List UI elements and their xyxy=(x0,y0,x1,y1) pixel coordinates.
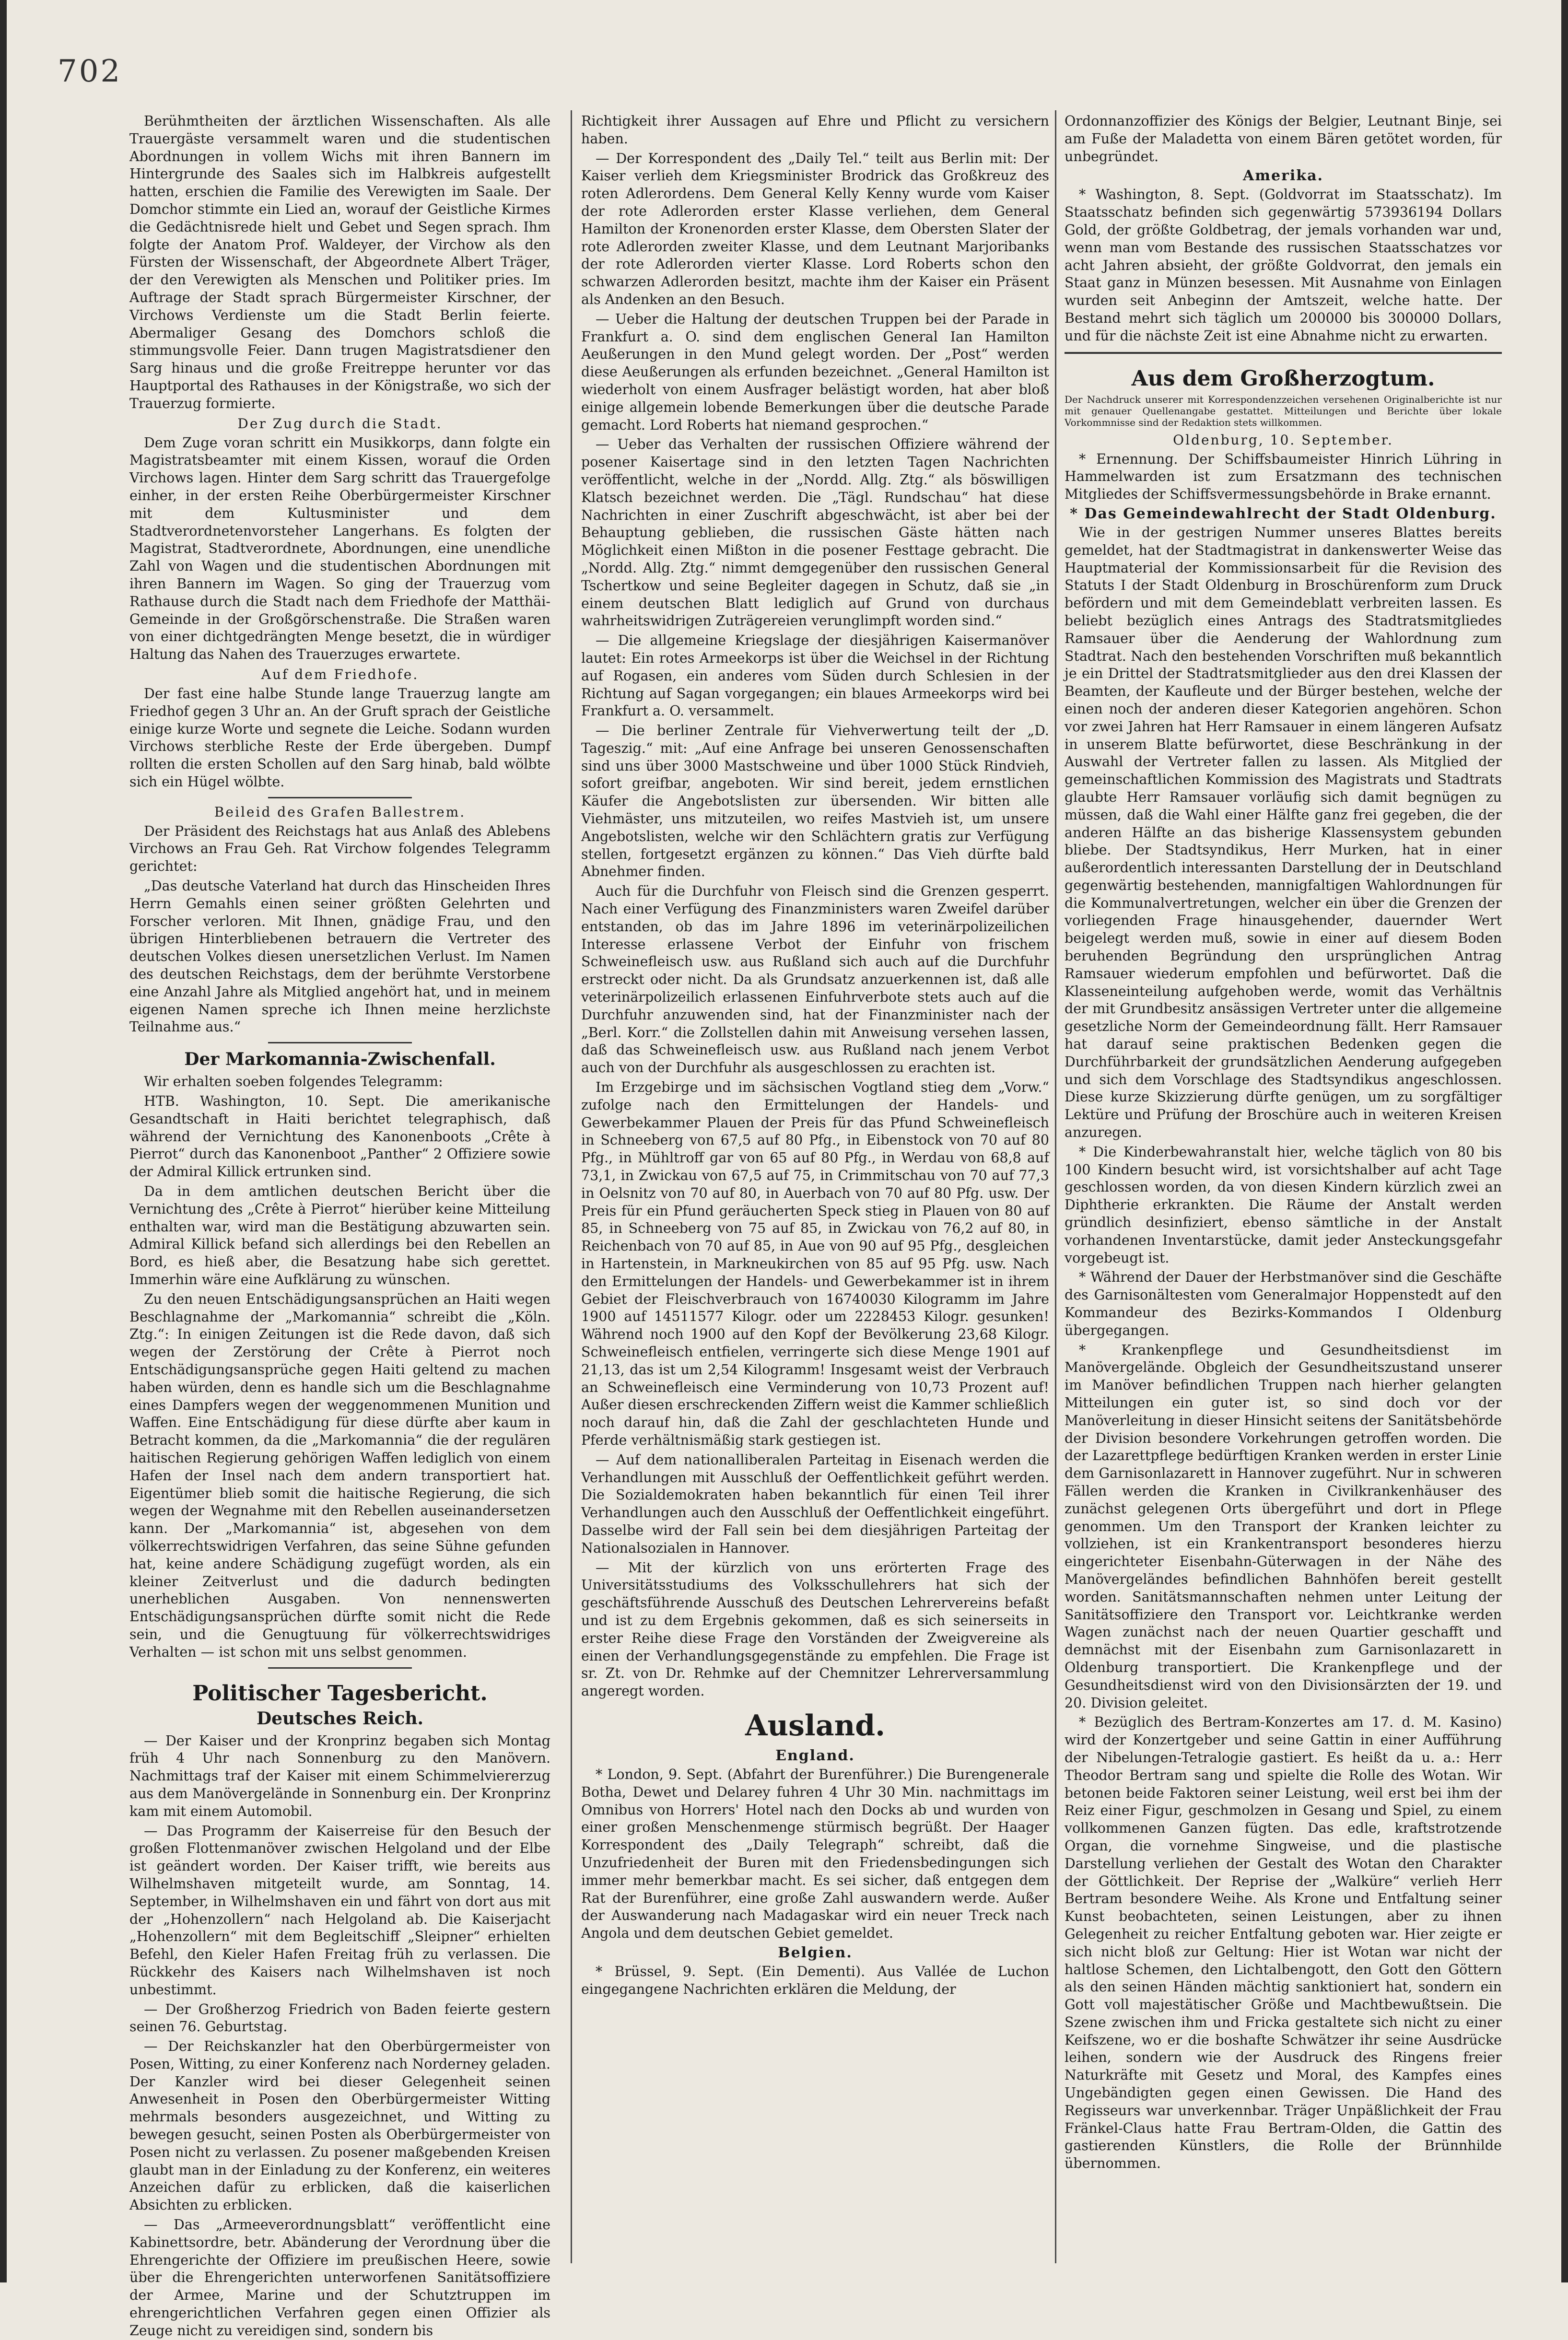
divider xyxy=(268,1042,412,1043)
scan-edge-right xyxy=(1561,0,1568,2282)
paragraph: * Krankenpflege und Gesundheitsdienst im Manövergelände. Obgleich der Gesundheitszustand unserer im Manöver befindlichen Truppen nach hierher gelangten Mitteilungen ein guter ist, so sind doch vor der Manöverleitung in dieser Hinsicht seitens der Sanitätsbehörde der Division besondere Vorkehrungen getroffen worden. Die der Lazarettpflege bedürftigen Kranken werden in erster Linie dem Garnisonlazarett in Hannover zugeführt. Nur in schweren Fällen werden die Kranken in Civilkrankenhäuser des zunächst gelegenen Orts übergeführt und dort in Pflege genommen. Um den Transport der Kranken leichter zu vollziehen, ist ein Krankentransport besonderes hierzu eingerichteter Eisenbahn-Güterwagen in der Nähe des Manövergeländes befindlichen Bahnhöfen bereit gestellt worden. Sanitätsmannschaften nehmen unter Leitung der Sanitätsoffiziere den Transport vor. Leichtkranke werden Wagen zunächst nach der neuen Quartier geschafft und demnächst mit der Eisenbahn zum Garnisonlazarett in Oldenburg transportiert. Die Krankenpflege und der Gesundheitsdienst wird von den Divisionsärzten der 19. und 20. Division geleitet. xyxy=(1065,1342,1502,1711)
region-heading: Belgien. xyxy=(778,1944,853,1961)
column-rule xyxy=(571,110,572,2263)
region-heading: * Das Gemeindewahlrecht der Stadt Oldenburg. xyxy=(1070,505,1497,522)
paragraph: — Auf dem nationalliberalen Parteitag in Eisenach werden die Verhandlungen mit Ausschluß der Oeffentlichkeit geführt werden. Die Sozialdemokraten haben bekanntlich für einen Teil ihrer Verhandlungen auch den Ausschluß der Oeffentlichkeit eingeführt. Dasselbe wird der Fall sein bei dem diesjährigen Parteitag der Nationalsozialen in Hannover. xyxy=(581,1451,1049,1556)
paragraph: Richtigkeit ihrer Aussagen auf Ehre und Pflicht zu versichern haben. xyxy=(581,113,1049,147)
divider xyxy=(268,1667,412,1669)
subheading: Beileid des Grafen Ballestrem. xyxy=(214,804,466,820)
paragraph: — Mit der kürzlich von uns erörterten Frage des Universitätsstudiums des Volksschullehrers hat sich der geschäftsführende Ausschuß des Deutschen Lehrervereins befaßt und ist zu dem Ergebnis gekommen, daß es sich seinerseits in erster Reihe diese Frage den Vorständen der Zweigvereine als einen der Verhandlungsgegenstände zu empfehlen. Die Frage ist sr. Zt. von Dr. Rehmke auf der Chemnitzer Lehrerversammlung angeregt worden. xyxy=(581,1559,1049,1699)
section-heading: Ausland. xyxy=(745,1708,886,1743)
paragraph: — Die allgemeine Kriegslage der diesjährigen Kaisermanöver lautet: Ein rotes Armeekorps ist über die Weichsel in der Richtung auf Rogasen, ein anderes vom Süden durch Schlesien in der Richtung auf Sagan vorgegangen; ein blaues Armeekorps wird bei Frankfurt a. O. versammelt. xyxy=(581,632,1049,719)
subheading: Oldenburg, 10. September. xyxy=(1173,432,1393,448)
paragraph: Dem Zuge voran schritt ein Musikkorps, dann folgte ein Magistratsbeamter mit einem Kissen, worauf die Orden Virchows lagen. Hinter dem Sarg schritt das Trauergefolge einher, in der ersten Reihe Oberbürgermeister Kirschner mit dem Kultusminister und dem Stadtverordnetenvorsteher Langerhans. Es folgten der Magistrat, Stadtverordnete, Abordnungen, eine unendliche Zahl von Wagen und die studentischen Abordnungen mit ihren Bannern im Wagen. So ging der Trauerzug vom Rathause durch die Stadt nach dem Friedhofe der Matthäi-Gemeinde in der Großgörschenstraße. Die Straßen waren von einer dichtgedrängten Menge besetzt, die in würdiger Haltung das Nahen des Trauerzuges erwartete. xyxy=(129,434,550,663)
paragraph: Auch für die Durchfuhr von Fleisch sind die Grenzen gesperrt. Nach einer Verfügung des Finanzministers waren Zweifel darüber entstanden, ob das im Jahre 1896 im veterinärpolizeilichen Interesse erlassene Verbot der Einfuhr von frischem Schweinefleisch usw. aus Rußland sich auch auf die Durchfuhr erstreckt oder nicht. Da als Grundsatz anzuerkennen ist, daß alle veterinärpolizeilich erlassenen Einfuhrverbote stets auch auf die Durchfuhr anzuwenden sind, hat der Finanzminister nach der „Berl. Korr.“ die Zollstellen dahin mit Anweisung versehen lassen, daß das Schweinefleisch usw. aus Rußland nach jenem Verbot auch von der Durchfuhr als ausgeschlossen zu erachten ist. xyxy=(581,883,1049,1076)
divider xyxy=(1065,352,1502,354)
paragraph: — Die berliner Zentrale für Viehverwertung teilt der „D. Tageszig.“ mit: „Auf eine Anfrage bei unseren Genossenschaften sind uns über 3000 Mastschweine und über 1000 Stück Rindvieh, sofort greifbar, angeboten. Wir sind bereit, jedem ernstlichen Käufer die Angebotslisten zur übersenden. Wir bitten alle Viehmäster, uns mitzuteilen, wo reifes Mastvieh ist, um unsere Angebotslisten, welche wir den Schlächtern gratis zur Verfügung stellen, fortgesetzt ergänzen zu können.“ Das Vieh dürfte bald Abnehmer finden. xyxy=(581,723,1049,880)
section-heading: Aus dem Großherzogtum. xyxy=(1131,366,1435,391)
paragraph: * Ernennung. Der Schiffsbaumeister Hinrich Lühring in Hammelwarden ist zum Ersatzmann des technischen Mitgliedes der Schiffsvermessungsbehörde in Brake ernannt. xyxy=(1065,451,1502,503)
paragraph: Zu den neuen Entschädigungsansprüchen an Haiti wegen Beschlagnahme der „Markomannia“ schreibt die „Köln. Ztg.“: In einigen Zeitungen ist die Rede davon, daß sich wegen der Zerstörung der Crête à Pierrot noch Entschädigungsansprüche gegen Haiti geltend zu machen haben würden, denn es handle sich um die Beschlagnahme eines Dampfers wegen der weggenommenen Munition und Waffen. Eine Entschädigung für diese dürfte aber kaum in Betracht kommen, da die „Markomannia“ die der regulären haitischen Regierung gehörigen Waffen lediglich von einem Hafen der Insel nach dem andern transportiert hat. Eigentümer blieb somit die haitische Regierung, die sich wegen der Wegnahme mit den Rebellen auseinandersetzen kann. Der „Markomannia“ ist, abgesehen von dem völkerrechtswidrigen Verfahren, das seine Sühne gefunden hat, keine andere Schädigung zugefügt worden, als ein kleiner Zeitverlust und die dadurch bedingten unerheblichen Ausgaben. Von nennenswerten Entschädigungsansprüchen dürfte somit nicht die Rede sein, und die Genugtuung für völkerrechtswidriges Verhalten — ist schon mit uns selbst genommen. xyxy=(129,1291,550,1660)
scan-edge-left xyxy=(0,0,7,2282)
paragraph: * London, 9. Sept. (Abfahrt der Burenführer.) Die Burengenerale Botha, Dewet und Delarey fuhren 4 Uhr 30 Min. nachmittags im Omnibus von Horrers' Hotel nach den Docks ab und wurden von einer großen Menschenmenge stürmisch begrüßt. Der Haager Korrespondent des „Daily Telegraph“ schreibt, daß die Unzufriedenheit der Buren mit den Friedensbedingungen sich immer mehr bemerkbar macht. Es sei sicher, daß entgegen dem Rat der Burenführer, eine große Zahl auswandern werde. Außer der Auswanderung nach Madagaskar wird ein neuer Treck nach Angola und dem deutschen Gebiet gemeldet. xyxy=(581,1766,1049,1942)
paragraph: Der fast eine halbe Stunde lange Trauerzug langte am Friedhof gegen 3 Uhr an. An der Gruft sprach der Geistliche einige kurze Worte und segnete die Leiche. Sodann wurden Virchows sterbliche Reste der Erde übergeben. Dumpf rollten die ersten Schollen auf den Sarg hinab, bald wölbte sich ein Hügel wölbte. xyxy=(129,685,550,790)
paragraph: * Washington, 8. Sept. (Goldvorrat im Staatsschatz). Im Staatsschatz befinden sich gegenwärtig 573936194 Dollars Gold, der größte Goldbetrag, der jemals vorhanden war und, wenn man vom Bestande des russischen Staatsschatzes vor acht Jahren absieht, der größte Goldvorrat, den jemals ein Staat ganz in Münzen besessen. Mit Ausnahme von Einlagen wurden seit Anbeginn der Amtszeit, welche hatte. Der Bestand mehrt sich täglich um 200000 bis 300000 Dollars, und für die nächste Zeit ist eine Abnahme nicht zu erwarten. xyxy=(1065,187,1502,344)
column-3 xyxy=(1065,113,1502,2263)
paragraph: Der Präsident des Reichstags hat aus Anlaß des Ablebens Virchows an Frau Geh. Rat Virchow folgendes Telegramm gerichtet: xyxy=(129,823,550,875)
paragraph: — Das Programm der Kaiserreise für den Besuch der großen Flottenmanöver zwischen Helgoland und der Elbe ist geändert worden. Der Kaiser trifft, wie bereits aus Wilhelmshaven mitgeteilt wurde, am Sonntag, 14. September, in Wilhelmshaven ein und fährt von dort aus mit der „Hohenzollern“ nach Helgoland ab. Die Kaiserjacht „Hohenzollern“ mit dem Begleitschiff „Sleipner“ erhielten Befehl, den Kieler Hafen Freitag früh zu verlassen. Die Rückkehr des Kaisers nach Wilhelmshaven ist noch unbestimmt. xyxy=(129,1823,550,1998)
paragraph: — Der Reichskanzler hat den Oberbürgermeister von Posen, Witting, zu einer Konferenz nach Norderney geladen. Der Kanzler wird bei dieser Gelegenheit seinen Anwesenheit in Posen den Oberbürgermeister Witting mehrmals besonders ausgezeichnet, und Witting zu bewegen gesucht, seinen Posten als Oberbürgermeister von Posen nicht zu verlassen. Zu posener maßgebenden Kreisen glaubt man in der Einladung zu der Konferenz, ein weiteres Anzeichen dafür zu erblicken, daß die kaiserlichen Absichten zu erblicken. xyxy=(129,2038,550,2213)
paragraph: Wir erhalten soeben folgendes Telegramm: xyxy=(144,1074,443,1090)
paragraph: * Die Kinderbewahranstalt hier, welche täglich von 80 bis 100 Kindern besucht wird, ist vorsichtshalber auf acht Tage geschlossen worden, da von diesen Kindern kürzlich zwei an Diphtherie erkrankten. Die Räume der Anstalt werden gründlich desinfiziert, ebenso sämtliche in der Anstalt vorhandenen Inventarstücke, damit jeder Ansteckungsgefahr vorgebeugt ist. xyxy=(1065,1144,1502,1266)
paragraph: — Ueber die Haltung der deutschen Truppen bei der Parade in Frankfurt a. O. sind dem englischen General Ian Hamilton Aeußerungen in den Mund gelegt worden. Der „Post“ werden diese Aeußerungen als erfunden bezeichnet. „General Hamilton ist wiederholt von einem Ausfrager belästigt worden, hat aber bloß einige allgemein lobende Bemerkungen über die deutsche Parade gemacht. Lord Roberts hat niemand gesprochen.“ xyxy=(581,311,1049,433)
region-heading: Amerika. xyxy=(1243,167,1323,185)
paragraph: — Der Großherzog Friedrich von Baden feierte gestern seinen 76. Geburtstag. xyxy=(129,2001,550,2035)
subheading: Der Zug durch die Stadt. xyxy=(237,415,443,432)
article-heading: Der Markomannia-Zwischenfall. xyxy=(184,1049,496,1070)
region-heading: England. xyxy=(775,1747,855,1764)
paragraph: — Der Kaiser und der Kronprinz begaben sich Montag früh 4 Uhr nach Sonnenburg zu den Manövern. Nachmittags traf der Kaiser mit einem Schimmelviererzug aus dem Manövergelände in Sonnenburg ein. Der Kronprinz kam mit einem Automobil. xyxy=(129,1732,550,1819)
paragraph: * Während der Dauer der Herbstmanöver sind die Geschäfte des Garnisonältesten vom Generalmajor Hoppenstedt auf den Kommandeur des Bezirks-Kommandos I Oldenburg übergegangen. xyxy=(1065,1269,1502,1338)
paragraph: * Brüssel, 9. Sept. (Ein Dementi). Aus Vallée de Luchon eingegangene Nachrichten erklären die Meldung, der xyxy=(581,1963,1049,1997)
editorial-note: Der Nachdruck unserer mit Korrespondenzzeichen versehenen Originalberichte ist nur mit genauer Quellenangabe gestattet. Mitteilungen und Berichte über lokale Vorkommnisse sind der Redaktion stets willkommen. xyxy=(1065,393,1502,428)
paragraph: Berühmtheiten der ärztlichen Wissenschaften. Als alle Trauergäste versammelt waren und die studentischen Abordnungen in vollem Wichs mit ihren Bannern im Hintergrunde des Saales sich im Halbkreis aufgestellt hatten, erschien die Familie des Verewigten im Saale. Der Domchor stimmte ein Lied an, worauf der Geistliche Kirmes die Gedächtnisrede hielt und Gebet und Segen sprach. Ihm folgte der Anatom Prof. Waldeyer, der Virchow als den Fürsten der Wissenschaft, der Abgeordnete Albert Träger, der den Verewigten als Menschen und Politiker pries. Im Auftrage der Stadt sprach Bürgermeister Kirschner, der Virchows Verdienste um die Stadt Berlin feierte. Abermaliger Gesang des Domchors schloß die stimmungsvolle Feier. Dann trugen Magistratsdiener den Sarg hinaus und die große Freitreppe herunter vor das Hauptportal des Rathauses in der Königstraße, wo sich der Trauerzug formierte. xyxy=(129,113,550,411)
paragraph: — Ueber das Verhalten der russischen Offiziere während der posener Kaisertage sind in den letzten Tagen Nachrichten veröffentlicht, welche in der „Nordd. Allg. Ztg.“ als böswilligen Klatsch bezeichnet werden. Die „Tägl. Rundschau“ hat diese Nachrichten in einer Zuschrift abgeschwächt, ist aber bei der Behauptung geblieben, die russischen Gäste hätten nach Möglichkeit einen Mißton in die posener Festtage gebracht. Die „Nordd. Allg. Ztg.“ nimmt demgegenüber den russischen General Tschertkow und seine Begleiter dagegen in Schutz, daß sie „in einem deutschen Blatt lediglich auf Grund von durchaus wahrheitswidrigen Zuträgereien verunglimpft worden sind.“ xyxy=(581,436,1049,629)
paragraph: Im Erzgebirge und im sächsischen Vogtland stieg dem „Vorw.“ zufolge nach den Ermittelungen der Handels- und Gewerbekammer Plauen der Preis für das Pfund Schweinefleisch in Schneeberg von 67,5 auf 80 Pfg., in Eibenstock von 70 auf 80 Pfg., in Mühltroff gar von 65 auf 80 Pfg., in Werdau von 68,8 auf 73,1, in Zwickau von 67,5 auf 75, in Crimmitschau von 70 auf 77,3 in Oelsnitz von 70 auf 80, in Auerbach von 70 auf 80 Pfg. usw. Der Preis für ein Pfund geräucherten Speck stieg in Plauen von 80 auf 85, in Schneeberg von 75 auf 85, in Zwickau von 76,2 auf 80, in Reichenbach von 70 auf 85, in Aue von 90 auf 95 Pfg., desgleichen in Hartenstein, in Markneukirchen von 85 auf 95 Pfg. usw. Nach den Ermittelungen der Handels- und Gewerbekammer ist in ihrem Gebiet der Fleischverbrauch von 16740030 Kilogramm im Jahre 1900 auf 14511577 Kilogr. oder um 2228453 Kilogr. gesunken! Während noch 1900 auf den Kopf der Bevölkerung 23,68 Kilogr. Schweinefleisch entfielen, verringerte sich diese Menge 1901 auf 21,13, das ist um 2,54 Kilogramm! Insgesamt weist der Verbrauch an Schweinefleisch eine Verminderung von 10,73 Prozent auf! Außer diesen erschreckenden Ziffern weist die Kammer schließlich noch darauf hin, daß die Zahl der geschlachteten Hunde und Pferde verhältnismäßig stark gestiegen ist. xyxy=(581,1079,1049,1448)
article-heading: Deutsches Reich. xyxy=(256,1708,424,1729)
paragraph: „Das deutsche Vaterland hat durch das Hinscheiden Ihres Herrn Gemahls einen seiner größten Gelehrten und Forscher verloren. Mit Ihnen, gnädige Frau, und den übrigen Hinterbliebenen betrauern die Vertreter des deutschen Volkes diesen unersetzlichen Verlust. Im Namen des deutschen Reichstags, dem der berühmte Verstorbene eine Anzahl Jahre als Mitglied angehört hat, und in meinem eigenen Namen spreche ich Ihnen meine herzlichste Teilnahme aus.“ xyxy=(129,878,550,1035)
column-2 xyxy=(581,113,1049,2263)
paragraph: Ordonnanzoffizier des Königs der Belgier, Leutnant Binje, sei am Fuße der Maladetta von einem Bären getötet worden, für unbegründet. xyxy=(1065,113,1502,164)
subheading: Auf dem Friedhofe. xyxy=(261,666,419,682)
column-rule xyxy=(1055,110,1056,2263)
section-heading: Politischer Tagesbericht. xyxy=(192,1681,488,1706)
divider xyxy=(268,797,412,798)
paragraph: HTB. Washington, 10. Sept. Die amerikanische Gesandtschaft in Haiti berichtet telegraphisch, daß während der Vernichtung des Kanonenboots „Crête à Pierrot“ durch das Kanonenboot „Panther“ 2 Offiziere sowie der Admiral Killick ertrunken sind. xyxy=(129,1093,550,1180)
paragraph: — Der Korrespondent des „Daily Tel.“ teilt aus Berlin mit: Der Kaiser verlieh dem Kriegsminister Brodrick das Großkreuz des roten Adlerordens. Dem General Kelly Kenny wurde vom Kaiser der rote Adlerorden erster Klasse verliehen, dem General Hamilton der Kronenorden erster Klasse, dem Obersten Slater der rote Adlerorden zweiter Klasse, und dem Leutnant Marjoribanks der rote Adlerorden vierter Klasse. Lord Roberts schon den schwarzen Adlerorden besitzt, machte ihm der Kaiser ein Präsent als Andenken an den Besuch. xyxy=(581,150,1049,307)
paragraph: — Das „Armeeverordnungsblatt“ veröffentlicht eine Kabinettsordre, betr. Abänderung der Verordnung über die Ehrengerichte der Offiziere im preußischen Heere, sowie über die Ehrengerichten unterworfenen Sanitätsoffiziere der Armee, Marine und der Schutztruppen im ehrengerichtlichen Verfahren gegen einen Offizier als Zeuge nicht zu vereidigen sind, sondern bis xyxy=(129,2217,550,2339)
paragraph: Wie in der gestrigen Nummer unseres Blattes bereits gemeldet, hat der Stadtmagistrat in dankenswerter Weise das Hauptmaterial der Kommissionsarbeit für die Revision des Statuts I der Stadt Oldenburg in Broschürenform zum Druck befördern und mit dem Gemeindeblatt verbreiten lassen. Es beliebt bezüglich eines Antrags des Stadtratsmitgliedes Ramsauer über die Aenderung der Wahlordnung zum Stadtrat. Nach den bestehenden Vorschriften muß bekanntlich je ein Drittel der Stadtratsmitglieder aus den drei Klassen der Beamten, der Kaufleute und der Bürger bestehen, welche der einen noch der anderen dieser Kategorien angehören. Schon vor zwei Jahren hat Herr Ramsauer in einem längeren Aufsatz in unserem Blatte befürwortet, diese Beschränkung in der Auswahl der Vertreter fallen zu lassen. Als Mitglied der gemeinschaftlichen Kommission des Magistrats und Stadtrats glaubte Herr Ramsauer vorläufig sich damit begnügen zu müssen, daß die Wahl einer Hälfte ganz frei gegeben, die der anderen Hälfte an das bisherige Klassensystem gebunden bliebe. Der Stadtsyndikus, Herr Murken, hat in einer außerordentlich interessanten Darstellung der in Deutschland gegenwärtig bestehenden, mannigfaltigen Wahlordnungen für die Kommunalvertretungen, welcher ein über die Grenzen der vorliegenden Frage hinausgehender, dauernder Wert beigelegt werden muß, sowie in einer auf diesem Boden beruhenden Begründung den ursprünglichen Antrag Ramsauer wiederum empfohlen und befürwortet. Daß die Klasseneinteilung aufgehoben werde, womit das Verhältnis der mit Grundbesitz ansässigen Vertreter unter die allgemeine gesetzliche Norm der Gemeindeordnung fällt. Herr Ramsauer hat darauf seine praktischen Bedenken gegen die Durchführbarkeit der grundsätzlichen Aenderung aufgegeben und sich dem Vorschlage des Stadtsyndikus angeschlossen. Diese kurze Skizzierung dürfte genügen, um zu sorgfältiger Lektüre und Prüfung der Broschüre auch in weiteren Kreisen anzuregen. xyxy=(1065,524,1502,1141)
paragraph: Da in dem amtlichen deutschen Bericht über die Vernichtung des „Crête à Pierrot“ hierüber keine Mitteilung enthalten war, wird man die Bestätigung abzuwarten sein. Admiral Killick befand sich allerdings bei den Rebellen an Bord, es hieß aber, die Besatzung habe sich gerettet. Immerhin wäre eine Aufklärung zu wünschen. xyxy=(129,1183,550,1288)
page-number: 702 xyxy=(58,54,122,89)
column-1 xyxy=(129,113,550,2339)
paragraph: * Bezüglich des Bertram-Konzertes am 17. d. M. Kasino) wird der Konzertgeber und seine Gattin in einer Aufführung der Nibelungen-Tetralogie gastiert. Es heißt da u. a.: Herr Theodor Bertram sang und spielte die Rolle des Wotan. Wir betonen beide Faktoren seiner Leistung, weil erst bei ihm der Reiz einer Figur, geschmolzen in Gesang und Spiel, zu einem vollkommenen Ganzen fügten. Das edle, kraftstrotzende Organ, die vornehme Singweise, und die plastische Darstellung verliehen der Gestalt des Wotan den Charakter der Göttlichkeit. Der Reprise der „Walküre“ verlieh Herr Bertram besondere Weihe. Als Krone und Entfaltung seiner Kunst beobachteten, seinen Leistungen, aber zu ihnen Gelegenheit zu reicher Entfaltung geboten war. Hier zeigte er sich nicht bloß zur Geltung: Hier ist Wotan war nicht der haltlose Schemen, den Lichtalbengott, den Gott den Göttern als den seinen Händen mächtig sanktioniert hat, sondern ein Gott voll majestätischer Größe und Machtbewußtsein. Die Szene zwischen ihm und Fricka gestaltete sich nicht zu einer Keifszene, wo er die boshafte Schwätzer ihr seine Ausdrücke leihen, sondern wie der Ausdruck des Ringens freier Naturkräfte mit Gesetz und Moral, des Kampfes eines Ungebändigten gegen einen Gewissen. Die Hand des Regisseurs war unverkennbar. Träger Unpäßlichkeit der Frau Fränkel-Claus hatte Frau Bertram-Olden, die Gattin des gastierenden Künstlers, die Rolle der Brünnhilde übernommen. xyxy=(1065,1714,1502,2172)
